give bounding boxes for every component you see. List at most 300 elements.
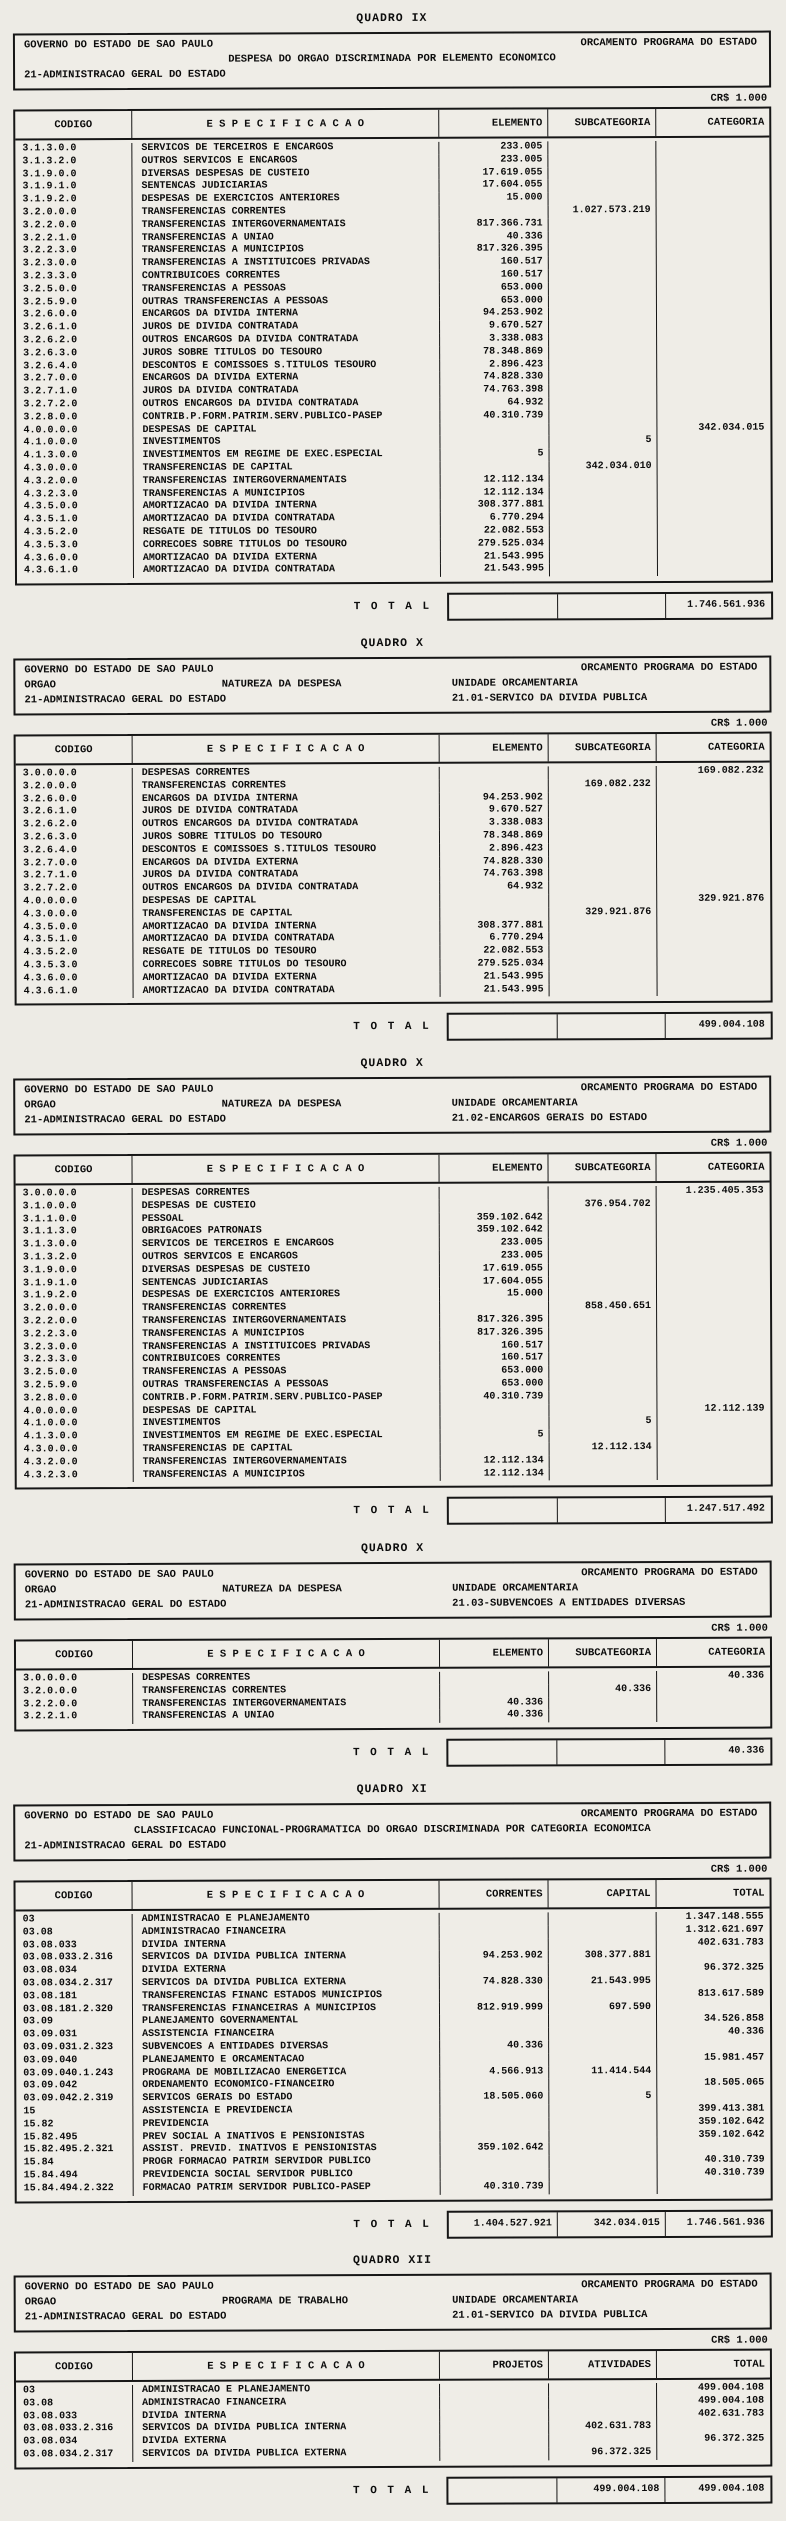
cell-amount-2 bbox=[549, 371, 657, 384]
orgao-value: 21-ADMINISTRACAO GERAL DO ESTADO bbox=[24, 693, 227, 707]
cell-especificacao: SERVICOS DA DIVIDA PUBLICA INTERNA bbox=[133, 2423, 440, 2437]
cell-especificacao: TRANSFERENCIAS A MUNICIPIOS bbox=[134, 1469, 441, 1483]
cell-amount-1: 160.517 bbox=[440, 1340, 549, 1353]
cell-amount-3 bbox=[657, 371, 770, 384]
column-header-amount-1: ELEMENTO bbox=[439, 1155, 548, 1182]
government-title: GOVERNO DO ESTADO DE SAO PAULO bbox=[24, 1809, 214, 1823]
cell-amount-1: 74.828.330 bbox=[440, 372, 549, 385]
total-row bbox=[0, 1737, 772, 1768]
cell-amount-1: 78.348.869 bbox=[440, 830, 549, 843]
column-header-especificacao: E S P E C I F I C A C A O bbox=[133, 1640, 440, 1668]
cell-amount-3 bbox=[657, 932, 770, 945]
cell-codigo: 4.3.2.3.0 bbox=[17, 1470, 134, 1483]
cell-amount-2 bbox=[549, 830, 657, 843]
table-body bbox=[16, 2380, 770, 2468]
cell-codigo: 3.2.2.1.0 bbox=[16, 1711, 133, 1724]
cell-amount-1: 18.505.060 bbox=[440, 2092, 549, 2105]
cell-amount-2 bbox=[549, 256, 657, 269]
cell-amount-3 bbox=[657, 817, 770, 830]
cell-codigo: 4.3.6.1.0 bbox=[17, 565, 134, 578]
cell-codigo: 3.1.9.2.0 bbox=[16, 194, 133, 207]
table-body bbox=[16, 1667, 770, 1729]
cell-especificacao: OUTROS ENCARGOS DA DIVIDA CONTRATADA bbox=[133, 398, 440, 412]
cell-especificacao: ASSISTENCIA E PREVIDENCIA bbox=[133, 2105, 440, 2119]
cell-amount-1: 233.005 bbox=[439, 154, 548, 167]
cell-amount-3 bbox=[657, 294, 770, 307]
cell-codigo: 4.3.0.0.0 bbox=[16, 909, 133, 922]
cell-amount-2: 1.027.573.219 bbox=[549, 205, 657, 218]
cell-especificacao: DESPESAS CORRENTES bbox=[133, 767, 440, 781]
cell-amount-2 bbox=[549, 2027, 657, 2040]
orgao-label: ORGAO bbox=[24, 1099, 56, 1112]
cell-especificacao: SERVICOS DA DIVIDA PUBLICA INTERNA bbox=[133, 1951, 440, 1965]
cell-amount-1: 94.253.902 bbox=[440, 792, 549, 805]
cell-amount-3 bbox=[658, 460, 771, 473]
cell-amount-1: 653.000 bbox=[440, 1366, 549, 1379]
cell-amount-3 bbox=[657, 1340, 770, 1353]
cell-amount-1: 308.377.881 bbox=[440, 920, 549, 933]
cell-especificacao: DIVERSAS DESPESAS DE CUSTEIO bbox=[132, 167, 439, 181]
column-header-amount-2: CAPITAL bbox=[549, 1880, 657, 1907]
total-amount-3: 1.746.561.936 bbox=[686, 2217, 765, 2229]
cell-amount-3 bbox=[657, 958, 770, 971]
cell-amount-3 bbox=[657, 1237, 770, 1250]
cell-especificacao: DESPESAS DE EXERCICIOS ANTERIORES bbox=[133, 1290, 440, 1304]
quadro-section-x-encargos-gerais bbox=[0, 1056, 786, 1527]
cell-amount-2 bbox=[550, 474, 658, 487]
cell-codigo: 3.2.2.3.0 bbox=[16, 1329, 133, 1342]
cell-amount-1: 817.326.395 bbox=[440, 1328, 549, 1341]
cell-especificacao: SENTENCAS JUDICIARIAS bbox=[133, 1277, 440, 1291]
cell-amount-1: 74.828.330 bbox=[440, 1976, 549, 1989]
cell-amount-3 bbox=[657, 778, 770, 791]
cell-codigo: 3.1.3.0.0 bbox=[16, 1240, 133, 1253]
cell-especificacao: INVESTIMENTOS EM REGIME DE EXEC.ESPECIAL bbox=[134, 449, 441, 463]
cell-amount-2 bbox=[549, 2396, 657, 2409]
cell-amount-3: 40.336 bbox=[728, 1670, 765, 1682]
cell-amount-2 bbox=[549, 1276, 657, 1289]
cell-amount-2 bbox=[549, 945, 657, 958]
cell-codigo: 15.82.495 bbox=[16, 2131, 133, 2144]
cell-amount-2 bbox=[549, 410, 657, 423]
cell-amount-2 bbox=[550, 550, 658, 563]
cell-codigo: 03.09.042.2.319 bbox=[16, 2093, 133, 2106]
cell-amount-1 bbox=[441, 2155, 550, 2168]
header-line-3 bbox=[21, 67, 763, 85]
cell-especificacao: PESSOAL bbox=[133, 1213, 440, 1227]
total-box bbox=[447, 592, 773, 621]
cell-codigo: 03.08.181 bbox=[16, 1991, 133, 2004]
cell-amount-3 bbox=[658, 448, 771, 461]
cell-amount-1 bbox=[440, 1989, 549, 2002]
budget-program-label: ORCAMENTO PROGRAMA DO ESTADO bbox=[580, 36, 757, 50]
table-header-box bbox=[13, 1076, 771, 1136]
cell-amount-2 bbox=[550, 2142, 658, 2155]
column-header-amount-3: TOTAL bbox=[733, 1887, 765, 1900]
cell-amount-3: 329.921.876 bbox=[698, 893, 765, 905]
cell-amount-1: 6.770.294 bbox=[440, 933, 549, 946]
cell-codigo: 3.2.8.0.0 bbox=[16, 412, 133, 425]
cell-codigo: 3.2.6.2.0 bbox=[16, 819, 133, 832]
table-column-headers bbox=[15, 109, 769, 141]
cell-amount-3 bbox=[658, 1442, 771, 1455]
total-label: T O T A L bbox=[353, 1021, 431, 1034]
cell-especificacao: TRANSFERENCIAS FINANCEIRAS A MUNICIPIOS bbox=[133, 2002, 440, 2016]
cell-codigo: 3.1.0.0.0 bbox=[16, 1201, 133, 1214]
cell-amount-1 bbox=[440, 1200, 549, 1213]
column-header-amount-1: CORRENTES bbox=[440, 1880, 549, 1907]
cell-amount-2 bbox=[549, 1404, 657, 1417]
cell-especificacao: DESPESAS DE EXERCICIOS ANTERIORES bbox=[133, 193, 440, 207]
cell-codigo: 3.1.3.2.0 bbox=[16, 1252, 133, 1265]
cell-codigo: 3.2.3.0.0 bbox=[16, 1342, 133, 1355]
cell-amount-1 bbox=[440, 1964, 549, 1977]
cell-especificacao: AMORTIZACAO DA DIVIDA CONTRATADA bbox=[134, 984, 441, 998]
cell-codigo: 4.3.2.0.0 bbox=[17, 1457, 134, 1470]
column-header-especificacao: E S P E C I F I C A C A O bbox=[132, 1155, 439, 1183]
cell-amount-2 bbox=[550, 512, 658, 525]
cell-codigo: 03.08 bbox=[16, 1927, 133, 1940]
cell-codigo: 03.09 bbox=[16, 2016, 133, 2029]
cell-amount-3 bbox=[657, 1416, 770, 1429]
cell-amount-1: 233.005 bbox=[440, 1251, 549, 1264]
cell-amount-3 bbox=[657, 320, 770, 333]
cell-especificacao: ADMINISTRACAO E PLANEJAMENTO bbox=[133, 2384, 440, 2398]
cell-amount-1: 653.000 bbox=[440, 1379, 549, 1392]
cell-amount-3: 342.034.015 bbox=[698, 422, 765, 434]
cell-amount-2 bbox=[549, 1925, 657, 1938]
cell-codigo: 3.2.7.1.0 bbox=[16, 870, 133, 883]
cell-codigo: 3.2.6.2.0 bbox=[16, 335, 133, 348]
currency-note: CR$ 1.000 bbox=[710, 717, 768, 730]
cell-codigo: 4.3.5.3.0 bbox=[17, 540, 134, 553]
table-row bbox=[17, 983, 771, 999]
cell-amount-3: 40.310.739 bbox=[704, 2154, 765, 2166]
cell-amount-2 bbox=[549, 1989, 657, 2002]
cell-especificacao: INVESTIMENTOS bbox=[133, 436, 440, 450]
cell-amount-1: 233.005 bbox=[439, 141, 548, 154]
cell-especificacao: PLANEJAMENTO E ORCAMENTACAO bbox=[133, 2054, 440, 2068]
cell-amount-1: 40.336 bbox=[440, 1697, 549, 1710]
cell-amount-3 bbox=[657, 906, 770, 919]
cell-codigo: 4.3.6.0.0 bbox=[17, 973, 134, 986]
cell-amount-3 bbox=[657, 2421, 770, 2434]
cell-amount-2 bbox=[550, 1455, 658, 1468]
cell-amount-3 bbox=[657, 1391, 770, 1404]
cell-amount-2: 5 bbox=[549, 435, 657, 448]
cell-especificacao: SERVICOS DA DIVIDA PUBLICA EXTERNA bbox=[133, 2448, 440, 2462]
cell-amount-2 bbox=[549, 397, 657, 410]
cell-amount-3: 399.413.381 bbox=[698, 2103, 765, 2115]
cell-amount-3 bbox=[657, 1950, 770, 1963]
table-subtitle: NATUREZA DA DESPESA bbox=[222, 1582, 342, 1596]
header-line-3 bbox=[22, 2309, 764, 2327]
cell-amount-3 bbox=[657, 1301, 770, 1314]
cell-amount-3 bbox=[658, 512, 771, 525]
column-header-amount-1: ELEMENTO bbox=[440, 1639, 549, 1666]
orgao-value: 21-ADMINISTRACAO GERAL DO ESTADO bbox=[24, 1839, 227, 1853]
header-line-3 bbox=[21, 1838, 763, 1856]
cell-amount-3 bbox=[657, 881, 770, 894]
cell-amount-1: 74.763.398 bbox=[440, 869, 549, 882]
quadro-section-xii bbox=[0, 2253, 786, 2507]
cell-amount-1: 5 bbox=[441, 1430, 550, 1443]
cell-amount-1: 2.896.423 bbox=[440, 359, 549, 372]
cell-amount-3 bbox=[657, 2447, 770, 2460]
cell-amount-3 bbox=[657, 281, 770, 294]
cell-especificacao: SUBVENCOES A ENTIDADES DIVERSAS bbox=[133, 2041, 440, 2055]
cell-codigo: 15.84.494 bbox=[17, 2170, 134, 2183]
cell-especificacao: ORDENAMENTO ECONOMICO-FINANCEIRO bbox=[133, 2079, 440, 2093]
cell-amount-2 bbox=[549, 843, 657, 856]
cell-amount-1 bbox=[440, 2104, 549, 2117]
cell-especificacao: TRANSFERENCIAS DE CAPITAL bbox=[133, 908, 440, 922]
cell-codigo: 4.3.2.0.0 bbox=[17, 476, 134, 489]
cell-amount-3: 1.312.621.697 bbox=[685, 1924, 764, 1936]
table-column-headers bbox=[16, 1638, 770, 1670]
cell-especificacao: TRANSFERENCIAS A PESSOAS bbox=[133, 283, 440, 297]
cell-codigo: 4.1.0.0.0 bbox=[16, 1419, 133, 1432]
cell-amount-2 bbox=[550, 2168, 658, 2181]
cell-especificacao: JUROS SOBRE TITULOS DO TESOURO bbox=[133, 831, 440, 845]
cell-codigo: 3.2.0.0.0 bbox=[16, 1686, 133, 1699]
cell-amount-2 bbox=[549, 1225, 657, 1238]
total-label: T O T A L bbox=[353, 600, 432, 614]
cell-amount-2 bbox=[549, 1238, 657, 1251]
cell-amount-3 bbox=[657, 256, 770, 269]
cell-amount-2 bbox=[549, 1263, 657, 1276]
cell-especificacao: OUTROS ENCARGOS DA DIVIDA CONTRATADA bbox=[133, 818, 440, 832]
budget-program-label: ORCAMENTO PROGRAMA DO ESTADO bbox=[580, 661, 758, 675]
cell-codigo: 03.08.033 bbox=[16, 1940, 133, 1953]
cell-codigo: 3.1.9.0.0 bbox=[16, 1265, 133, 1278]
cell-amount-2 bbox=[549, 1912, 657, 1925]
cell-especificacao: SERVICOS DA DIVIDA PUBLICA EXTERNA bbox=[133, 1977, 440, 1991]
cell-amount-3 bbox=[657, 1975, 770, 1988]
cell-amount-3: 34.526.858 bbox=[703, 2013, 765, 2026]
cell-especificacao: ADMINISTRACAO FINANCEIRA bbox=[133, 2397, 440, 2411]
cell-especificacao: INVESTIMENTOS EM REGIME DE EXEC.ESPECIAL bbox=[134, 1430, 441, 1444]
cell-amount-3 bbox=[657, 1250, 770, 1263]
cell-amount-1 bbox=[440, 436, 549, 449]
cell-amount-2 bbox=[550, 499, 658, 512]
cell-amount-1: 359.102.642 bbox=[440, 1212, 549, 1225]
cell-codigo: 4.3.0.0.0 bbox=[17, 1444, 134, 1457]
government-title: GOVERNO DO ESTADO DE SAO PAULO bbox=[23, 38, 214, 52]
quadro-section-ix bbox=[0, 10, 786, 622]
cell-amount-1: 94.253.902 bbox=[440, 308, 549, 321]
cell-especificacao: TRANSFERENCIAS INTERGOVERNAMENTAIS bbox=[134, 1456, 441, 1470]
cell-amount-1 bbox=[440, 2448, 549, 2461]
cell-especificacao: DESPESAS CORRENTES bbox=[133, 1672, 440, 1686]
cell-especificacao: OUTRAS TRANSFERENCIAS A PESSOAS bbox=[133, 1379, 440, 1393]
cell-amount-3 bbox=[657, 1314, 770, 1327]
cell-amount-2 bbox=[549, 307, 657, 320]
total-row bbox=[1, 1012, 773, 1043]
cell-codigo: 4.3.5.2.0 bbox=[17, 527, 134, 540]
cell-amount-1 bbox=[440, 2422, 549, 2435]
cell-codigo: 3.2.8.0.0 bbox=[16, 1393, 133, 1406]
column-header-codigo: CODIGO bbox=[16, 1882, 133, 1909]
cell-codigo: 3.2.3.3.0 bbox=[16, 271, 133, 284]
cell-amount-3 bbox=[658, 970, 771, 983]
cell-especificacao: JUROS DA DIVIDA CONTRATADA bbox=[133, 869, 440, 883]
cell-especificacao: DESPESAS DE CAPITAL bbox=[133, 895, 440, 909]
cell-amount-1: 817.366.731 bbox=[440, 218, 549, 231]
cell-especificacao: CONTRIB.P.FORM.PATRIM.SERV.PUBLICO-PASEP bbox=[133, 1392, 440, 1406]
cell-amount-2 bbox=[549, 2435, 657, 2448]
cell-amount-3: 18.505.065 bbox=[704, 2077, 765, 2090]
total-row bbox=[1, 592, 773, 623]
total-amount-1 bbox=[449, 1499, 558, 1523]
column-header-amount-3: CATEGORIA bbox=[707, 741, 765, 754]
cell-especificacao: SERVICOS DE TERCEIROS E ENCARGOS bbox=[133, 1238, 440, 1252]
cell-amount-3 bbox=[657, 2039, 770, 2052]
table-subtitle: CLASSIFICACAO FUNCIONAL-PROGRAMATICA DO ORGAO DISCRIMINADA POR CATEGORIA ECONOMICA bbox=[133, 1822, 651, 1837]
government-title: GOVERNO DO ESTADO DE SAO PAULO bbox=[24, 1568, 214, 1582]
data-table bbox=[14, 2349, 772, 2470]
column-header-amount-3: CATEGORIA bbox=[707, 116, 765, 129]
unidade-orcamentaria-label: UNIDADE ORCAMENTARIA bbox=[451, 1097, 578, 1111]
cell-especificacao: TRANSFERENCIAS INTERGOVERNAMENTAIS bbox=[133, 1315, 440, 1329]
total-amount-3: 499.004.108 bbox=[698, 2483, 765, 2496]
cell-amount-3 bbox=[657, 384, 770, 397]
cell-amount-1: 359.102.642 bbox=[441, 2143, 550, 2156]
cell-codigo: 3.2.5.0.0 bbox=[16, 284, 133, 297]
cell-codigo: 3.2.0.0.0 bbox=[16, 1304, 133, 1317]
orgao-label: ORGAO bbox=[24, 1584, 57, 1597]
cell-amount-2 bbox=[549, 1391, 657, 1404]
table-column-headers bbox=[15, 1154, 769, 1186]
cell-amount-1 bbox=[440, 894, 549, 907]
cell-amount-3 bbox=[658, 550, 771, 563]
cell-especificacao: ASSIST. PREVID. INATIVOS E PENSIONISTAS bbox=[134, 2143, 441, 2157]
table-header-box bbox=[13, 656, 771, 716]
cell-amount-2: 342.034.010 bbox=[550, 461, 658, 474]
cell-amount-1: 40.336 bbox=[440, 2040, 549, 2053]
cell-amount-1: 74.763.398 bbox=[440, 385, 549, 398]
cell-amount-2 bbox=[549, 2117, 657, 2130]
quadro-section-x-subvencoes bbox=[0, 1540, 786, 1768]
cell-amount-2 bbox=[549, 856, 657, 869]
cell-amount-1 bbox=[440, 423, 549, 436]
header-line-3 bbox=[21, 692, 763, 710]
cell-amount-3 bbox=[658, 2142, 771, 2155]
header-line-3 bbox=[21, 1112, 763, 1130]
cell-especificacao: TRANSFERENCIAS A INSTITUICOES PRIVADAS bbox=[133, 1341, 440, 1355]
cell-especificacao: ENCARGOS DA DIVIDA EXTERNA bbox=[133, 372, 440, 386]
cell-amount-2 bbox=[548, 154, 656, 167]
cell-codigo: 03.08.034 bbox=[16, 1965, 133, 1978]
cell-amount-2 bbox=[549, 868, 657, 881]
cell-amount-1: 12.112.134 bbox=[441, 1468, 550, 1481]
data-table bbox=[13, 107, 773, 586]
cell-amount-2 bbox=[549, 243, 657, 256]
cell-amount-1: 160.517 bbox=[440, 269, 549, 282]
cell-amount-2 bbox=[548, 179, 656, 192]
cell-amount-2 bbox=[550, 984, 658, 997]
cell-especificacao: SERVICOS GERAIS DO ESTADO bbox=[133, 2092, 440, 2106]
cell-amount-2 bbox=[550, 563, 658, 576]
cell-amount-2 bbox=[550, 538, 658, 551]
cell-especificacao: TRANSFERENCIAS INTERGOVERNAMENTAIS bbox=[134, 475, 441, 489]
cell-amount-2 bbox=[549, 804, 657, 817]
cell-especificacao: PROGR FORMACAO PATRIM SERVIDOR PUBLICO bbox=[134, 2156, 441, 2170]
cell-amount-1 bbox=[440, 1925, 549, 1938]
column-header-especificacao: E S P E C I F I C A C A O bbox=[133, 735, 440, 763]
total-amount-2 bbox=[558, 1499, 666, 1523]
cell-amount-3 bbox=[657, 1276, 770, 1289]
cell-amount-2: 5 bbox=[549, 1417, 657, 1430]
cell-amount-2 bbox=[549, 1696, 657, 1709]
cell-codigo: 3.2.2.3.0 bbox=[16, 245, 133, 258]
cell-codigo: 03.08.181.2.320 bbox=[16, 2004, 133, 2017]
column-header-amount-3: CATEGORIA bbox=[708, 1646, 766, 1659]
cell-amount-2 bbox=[549, 359, 657, 372]
cell-especificacao: TRANSFERENCIAS A MUNICIPIOS bbox=[134, 487, 441, 501]
cell-amount-1: 9.670.527 bbox=[440, 321, 549, 334]
cell-codigo: 3.2.3.0.0 bbox=[16, 258, 133, 271]
cell-amount-3: 813.617.589 bbox=[697, 1988, 764, 2000]
cell-amount-3 bbox=[657, 868, 770, 881]
cell-especificacao: DESCONTOS E COMISSOES S.TITULOS TESOURO bbox=[133, 844, 440, 858]
cell-amount-2: 858.450.651 bbox=[549, 1302, 657, 1315]
cell-especificacao: ASSISTENCIA FINANCEIRA bbox=[133, 2028, 440, 2042]
cell-amount-2 bbox=[549, 1963, 657, 1976]
cell-codigo: 03.08.033.2.316 bbox=[16, 2424, 133, 2437]
cell-amount-1: 160.517 bbox=[440, 257, 549, 270]
cell-amount-3 bbox=[657, 2001, 770, 2014]
unidade-orcamentaria-label: UNIDADE ORCAMENTARIA bbox=[452, 1582, 579, 1595]
cell-amount-2 bbox=[550, 525, 658, 538]
cell-amount-3 bbox=[658, 1429, 771, 1442]
orgao-value: 21-ADMINISTRACAO GERAL DO ESTADO bbox=[24, 1598, 227, 1612]
cell-codigo: 4.3.5.1.0 bbox=[16, 934, 133, 947]
cell-amount-1: 17.619.055 bbox=[440, 1264, 549, 1277]
cell-especificacao: DESCONTOS E COMISSOES S.TITULOS TESOURO bbox=[133, 359, 440, 373]
table-column-headers bbox=[16, 734, 770, 766]
total-label: T O T A L bbox=[352, 2485, 431, 2498]
cell-amount-3: 402.631.783 bbox=[697, 1937, 764, 1949]
cell-amount-1: 817.326.395 bbox=[440, 1315, 549, 1328]
budget-program-label: ORCAMENTO PROGRAMA DO ESTADO bbox=[580, 1082, 758, 1095]
cell-codigo: 03.09.031.2.323 bbox=[16, 2042, 133, 2055]
cell-amount-1: 17.604.055 bbox=[440, 1276, 549, 1289]
cell-codigo: 3.2.2.1.0 bbox=[16, 233, 133, 246]
quadro-title: QUADRO X bbox=[360, 636, 424, 651]
column-header-codigo: CODIGO bbox=[16, 2353, 133, 2380]
cell-especificacao: TRANSFERENCIAS A MUNICIPIOS bbox=[133, 244, 440, 258]
cell-especificacao: PLANEJAMENTO GOVERNAMENTAL bbox=[133, 2015, 440, 2029]
currency-note: CR$ 1.000 bbox=[710, 1863, 768, 1876]
cell-especificacao: DIVIDA INTERNA bbox=[133, 1938, 440, 1952]
cell-amount-1: 64.932 bbox=[440, 397, 549, 410]
cell-especificacao: DESPESAS DE CAPITAL bbox=[133, 423, 440, 437]
cell-amount-1: 3.338.083 bbox=[440, 818, 549, 831]
cell-especificacao: CORRECOES SOBRE TITULOS DO TESOURO bbox=[133, 959, 440, 973]
cell-amount-1: 279.525.034 bbox=[440, 958, 549, 971]
cell-codigo: 03.08.034 bbox=[16, 2437, 133, 2450]
cell-codigo: 3.1.9.2.0 bbox=[16, 1291, 133, 1304]
cell-amount-3 bbox=[657, 1327, 770, 1340]
cell-amount-3 bbox=[657, 1365, 770, 1378]
cell-especificacao: PREVIDENCIA bbox=[133, 2118, 440, 2132]
cell-especificacao: JUROS DE DIVIDA CONTRATADA bbox=[133, 805, 440, 819]
cell-amount-2 bbox=[549, 1709, 657, 1722]
total-amount-1 bbox=[448, 1740, 557, 1764]
cell-especificacao: DIVERSAS DESPESAS DE CUSTEIO bbox=[133, 1264, 440, 1278]
cell-amount-1: 64.932 bbox=[440, 882, 549, 895]
